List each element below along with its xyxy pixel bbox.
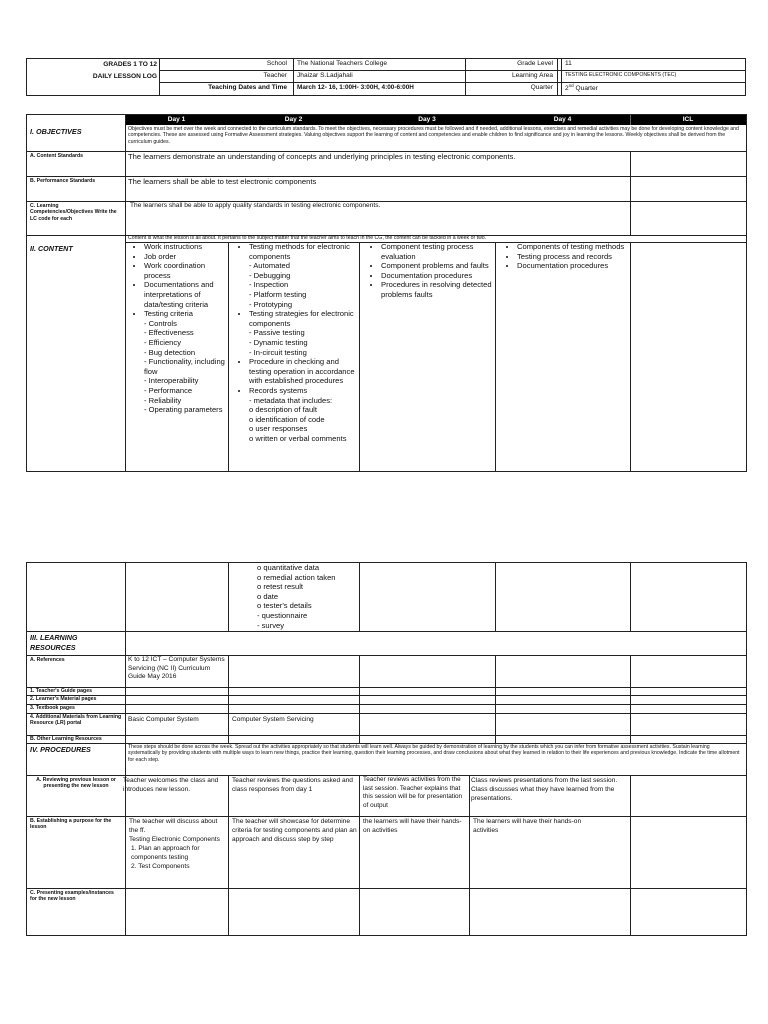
- teacher-value: Jhaizar S.Ladjahali: [297, 72, 353, 79]
- page2-grid: [26, 562, 747, 936]
- content-day2-item: • Testing methods for electronic components: [249, 242, 357, 261]
- day2-header: Day 2: [284, 116, 303, 123]
- proc-b-day1-line: 2. Test Components: [131, 863, 190, 870]
- competencies-label: C. Learning Competencies/Objectives Write the LC code for each: [30, 203, 117, 222]
- content-day2-sub: o quantitative data: [257, 563, 320, 572]
- content-day2-sub: - Inspection: [249, 280, 289, 290]
- quarter-label: Quarter: [530, 84, 553, 91]
- proc-a-label: A. Reviewing previous lesson or presenting the new lesson: [36, 777, 116, 790]
- textbook-label: 3. Textbook pages: [30, 705, 75, 711]
- teacher-label: Teacher: [263, 72, 287, 79]
- teachers-guide-label: 1. Teacher's Guide pages: [30, 688, 92, 694]
- proc-b-day1-line: The teacher will discuss about the ff.: [129, 818, 218, 834]
- content-day3-item: • Procedures in resolving detected problems faults: [381, 280, 493, 299]
- learners-material-label: 2. Learner's Material pages: [30, 696, 97, 702]
- content-day4-item: • Testing process and records: [517, 252, 627, 262]
- content-day1-sub: - Bug detection: [144, 347, 196, 357]
- content-standards-label: A. Content Standards: [30, 153, 84, 159]
- page1-grid: [26, 114, 747, 472]
- content-day1-sub: - Interoperability: [144, 376, 199, 386]
- content-day2-sub: o date: [257, 591, 279, 601]
- procedures-title: IV. PROCEDURES: [30, 745, 91, 754]
- content-day2-item: • Procedure in checking and testing operation in accordance with established procedures: [249, 357, 357, 386]
- dates-value: March 12- 16, 1:00H- 3:00H, 4:00-6:00H: [297, 84, 414, 91]
- content-standards-text: The learners demonstrate an understanding of concepts and underlying principles in testing electronic components.: [128, 152, 516, 161]
- content-day2-sub: - Debugging: [249, 270, 291, 280]
- content-day1: [128, 242, 228, 415]
- proc-c-label: C. Presenting examples/instances for the new lesson: [30, 890, 114, 903]
- additional-materials-label: 4. Additional Materials from Learning Resource (LR) portal: [30, 714, 122, 727]
- content-day2-sub: - Prototyping: [249, 299, 293, 309]
- content-day1-sub: - Effectiveness: [144, 328, 194, 338]
- procedures-note: These steps should be done across the week. Spread out the activities appropriately so that students will learn well. Always be guided by demonstration of learning by the students which you can infer from formative assessment activities. Sustain learning systematically by providing students with multiple ways to learn new things, practice their learning, question their learning processes, and draw conclusions about what they learned in relation to their life experiences and previous knowledge. Indicate the time allotment for each step.: [128, 744, 740, 763]
- content-day3-item: • Component testing process evaluation: [381, 242, 493, 261]
- content-day3-item: • Documentation procedures: [381, 271, 493, 281]
- proc-a-day3: Teacher reviews activities from the last session. Teacher explains that this session will be for presentation of output: [363, 776, 463, 809]
- content-day2-sub: - survey: [257, 620, 285, 630]
- day4-header: Day 4: [553, 116, 572, 123]
- proc-a-day2: Teacher reviews the questions asked and class responses from day 1: [232, 777, 353, 793]
- proc-b-day1: [129, 817, 228, 871]
- content-day2-sub: - Passive testing: [249, 328, 305, 338]
- content-day1-sub: - Operating parameters: [144, 405, 223, 415]
- objectives-title: I. OBJECTIVES: [30, 127, 82, 136]
- day3-header: Day 3: [418, 116, 436, 123]
- performance-standards-label: B. Performance Standards: [30, 178, 96, 184]
- school-label: School: [266, 60, 287, 67]
- proc-b-day1-line: Testing Electronic Components: [129, 836, 220, 843]
- area-label: Learning Area: [511, 72, 553, 79]
- area-value: TESTING ELECTRONIC COMPONENTS (TEC): [565, 72, 677, 78]
- school-value: The National Teachers College: [297, 60, 388, 67]
- log-title: DAILY LESSON LOG: [92, 73, 157, 80]
- content-day1-item: • Work coordination process: [144, 261, 228, 280]
- day1-header: Day 1: [167, 116, 186, 123]
- content-day1-sub: - Reliability: [144, 395, 182, 405]
- content-day2-sub: o tester's details: [257, 601, 312, 611]
- proc-b-day3: the learners will have their hands-on activities: [363, 818, 462, 834]
- proc-b-day2: The teacher will showcase for determine criteria for testing components and plan an approach and discuss step by step: [232, 818, 357, 843]
- content-day2-item: • Testing strategies for electronic components: [249, 309, 357, 328]
- icl-header: ICL: [682, 116, 694, 123]
- references-day1: K to 12 ICT – Computer Systems Servicing (NC II) Curriculum Guide May 2016: [128, 656, 225, 681]
- content-day1-item: • Work instructions: [144, 242, 228, 252]
- grade-label: Grade Level: [517, 60, 553, 67]
- additional-day2: Computer System Servicing: [232, 716, 314, 723]
- content-day2-sub: - Dynamic testing: [249, 337, 308, 347]
- content-day1-sub: - Performance: [144, 385, 193, 395]
- content-day4-item: • Documentation procedures: [517, 261, 627, 271]
- content-day1-sub: - Controls: [144, 318, 177, 328]
- proc-a-day4: Class reviews presentations from the last session. Class discusses what they have learned from the presentations.: [471, 777, 618, 802]
- content-note: Content is what the lesson is all about. It pertains to the subject matter that the teacher aims to teach in the CG, the content can be tackled in a week or two.: [128, 235, 487, 241]
- content-day2-sub: o written or verbal comments: [249, 433, 347, 443]
- quarter-value: 2nd Quarter: [565, 83, 598, 93]
- content-day2-continued: [241, 563, 359, 630]
- content-day1-item: • Testing criteria: [144, 309, 228, 319]
- content-day1-item: • Documentations and interpretations of data/testing criteria: [144, 280, 228, 309]
- content-day2-sub: o retest result: [257, 582, 304, 592]
- content-day2-sub: o description of fault: [249, 405, 317, 415]
- proc-b-label: B. Establishing a purpose for the lesson: [30, 818, 112, 831]
- content-day2-sub: o user responses: [249, 424, 308, 434]
- content-day2-sub: o remedial action taken: [257, 572, 336, 582]
- objectives-note: Objectives must be met over the week and connected to the curriculum standards. To meet the objectives, necessary procedures must be followed and if needed, additional lessons, exercises and remedial activities may be done for developing content knowledge and competencies. These are assessed using Formative Assessment strategies. Valuing objectives support the learning of content and competencies and enable children to find significance and joy in learning the lessons. Weekly objectives shall be derived from the curriculum guides.: [128, 126, 739, 145]
- content-day2-sub: - Automated: [249, 261, 290, 271]
- content-day1-sub: - Functionality, including flow: [144, 357, 225, 376]
- additional-day1: Basic Computer System: [128, 716, 199, 723]
- header-box: [26, 58, 746, 96]
- content-day2-sub: - Platform testing: [249, 289, 307, 299]
- dates-label: Teaching Dates and Time: [208, 84, 287, 91]
- content-day2: [233, 242, 357, 443]
- content-day4: [501, 242, 627, 271]
- proc-b-day4: The learners will have their hands-on activities: [473, 818, 582, 834]
- content-day3-item: • Component problems and faults: [381, 261, 493, 271]
- content-day2-item: • Records systems: [249, 386, 357, 396]
- content-day4-item: • Components of testing methods: [517, 242, 627, 252]
- resources-title: III. LEARNING RESOURCES: [30, 633, 78, 652]
- content-day2-sub: - metadata that includes:: [249, 395, 333, 405]
- grades-label: GRADES 1 TO 12: [103, 61, 157, 68]
- grade-value: 11: [565, 60, 572, 67]
- competencies-text: The learners shall be able to apply quality standards in testing electronic components.: [130, 202, 381, 209]
- content-day2-sub: o identification of code: [249, 414, 325, 424]
- proc-a-day1: Teacher welcomes the class and introduces new lesson.: [123, 777, 219, 793]
- content-day2-sub: - questionnaire: [257, 610, 308, 620]
- content-day2-sub: - In-circuit testing: [249, 347, 307, 357]
- other-resources-label: B. Other Learning Resources: [30, 736, 102, 742]
- content-day3: [365, 242, 493, 300]
- references-label: A. References: [30, 657, 65, 663]
- content-day1-sub: - Efficiency: [144, 337, 181, 347]
- performance-standards-text: The learners shall be able to test electronic components: [128, 177, 317, 186]
- content-title: II. CONTENT: [30, 244, 73, 253]
- content-day1-item: • Job order: [144, 252, 228, 262]
- proc-b-day1-line: 1. Plan an approach for components testing: [131, 845, 200, 861]
